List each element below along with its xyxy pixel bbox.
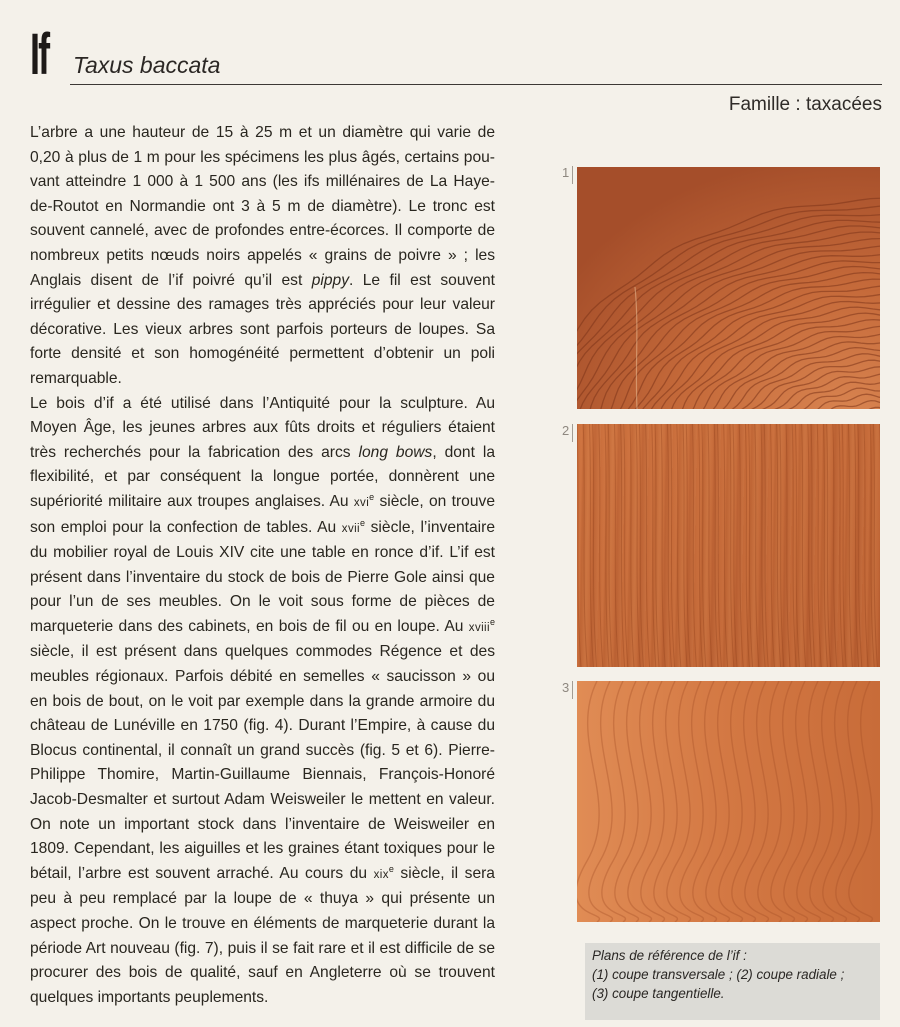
text-line: Le bois d’if a été utilisé dans l’Antiquité pour la sculpture. Au: [30, 394, 495, 412]
text-line: , dont la: [432, 443, 495, 461]
text-line: 0,20 à plus de 1 m pour les spécimens les plus âgés, certains pou-: [30, 148, 495, 166]
wood-sample-radial: [577, 424, 880, 667]
end-grain-rings: [577, 167, 880, 409]
page-header: [0, 0, 900, 125]
ordinal-superscript: e: [388, 863, 394, 874]
caption-line: Plans de référence de l’if :: [592, 948, 747, 963]
text-line: flexibilité, et par conséquent la longue portée, donnèrent une: [30, 468, 495, 486]
plate-2-number: 2: [562, 423, 570, 438]
text-line: fait rare et il est difficile de se procurer des bois de qualité, sauf: [30, 939, 495, 982]
text-line: forte densité et son homogénéité permettent d’obtenir un poli: [30, 345, 495, 363]
century-numeral: xviii: [468, 621, 490, 634]
plate-2-tick: [572, 424, 573, 442]
text-line: siècle, il sera peu à peu remplacé par la loupe de: [30, 864, 495, 908]
article-body: [30, 121, 495, 1010]
text-line: d’if. L’if est présent dans l’inventaire du stock de bois de Pierre: [30, 544, 495, 586]
text-line: de nombreux petits nœuds noirs appelés « grains de poivre » ;: [30, 222, 495, 264]
plate-1-number: 1: [562, 165, 570, 180]
text-line: irrégulier et dessine des ramages très appréciés pour leur valeur: [30, 296, 495, 314]
tangential-grain: [577, 681, 880, 922]
text-line: étant toxiques pour le bétail, l’arbre est souvent arraché. Au: [30, 840, 496, 882]
ordinal-superscript: e: [360, 517, 366, 528]
century-numeral: xvii: [341, 522, 361, 535]
header-rule: [70, 84, 882, 85]
text-line: trouve son emploi pour la confection de tables. Au: [30, 492, 495, 536]
text-line: . Le fil est souvent: [349, 271, 495, 289]
figure-caption: [585, 943, 880, 1020]
text-line: siècle, il est présent dans quelques commodes: [30, 643, 373, 661]
text-line: de Weisweiler en 1809. Cependant, les aiguilles et les graines: [30, 815, 496, 858]
text-line: Moyen Âge, les jeunes arbres aux fûts droits et réguliers étaient: [30, 419, 495, 437]
century-numeral: xvi: [353, 496, 370, 509]
page-title: If: [30, 22, 49, 87]
text-line: souvent cannelé, avec de profondes entre-écorces. Il comporte: [30, 222, 473, 240]
text-line: (fig. 5 et 6). Pierre-Philippe Thomire, Martin-Guillaume Biennais,: [30, 741, 495, 784]
italic-term: pippy: [311, 271, 349, 289]
wood-sample-transverse: [577, 167, 880, 409]
paragraph-2: [30, 392, 495, 1011]
text-line: de pièces de marqueterie dans des cabinets, en bois de fil ou en: [30, 593, 495, 635]
plate-3-number: 3: [562, 680, 570, 695]
text-line: remarquable.: [30, 369, 122, 387]
text-line: mettent en valeur. On note un important stock dans l’inventaire: [30, 791, 495, 833]
italic-term: long bows: [358, 443, 433, 461]
text-line: grande armoire du château de Lunéville en 1750 (fig. 4). Durant: [30, 692, 495, 735]
plate-1-tick: [572, 166, 573, 184]
ordinal-superscript: e: [369, 491, 375, 502]
text-line: Gole ainsi que pour l’un de ses meubles. On le voit sous forme: [30, 568, 495, 611]
radial-grain: [577, 424, 880, 667]
text-line: décorative. Les vieux arbres sont parfois porteurs de loupes. Sa: [30, 320, 495, 338]
text-line: en Angleterre où se trouvent quelques importants peuplements.: [30, 964, 495, 1006]
caption-line: (3) coupe tangentielle.: [592, 986, 725, 1001]
text-line: « thuya » qui présente un aspect proche. On le trouve en éléments: [30, 890, 495, 932]
paragraph-1: [30, 121, 495, 392]
family-label: Famille : taxacées: [728, 94, 882, 115]
text-line: l’Empire, à cause du Blocus continental, il connaît un grand succès: [30, 717, 495, 759]
text-line: François-Honoré Jacob-Desmalter et surtout Adam Weisweiler le: [30, 766, 496, 809]
text-line: L’arbre a une hauteur de 15 à 25 m et un diamètre qui varie de: [30, 124, 495, 141]
caption-line: (1) coupe transversale ; (2) coupe radiale ;: [592, 967, 845, 982]
text-line: siècle,: [365, 518, 415, 536]
text-line: de-Routot en Normandie ont 3 à 5 m de diamètre). Le tronc est: [30, 197, 495, 215]
ordinal-superscript: e: [489, 616, 495, 627]
text-line: supériorité militaire aux troupes anglaises. Au: [30, 492, 354, 510]
text-line: très recherchés pour la fabrication des arcs: [30, 443, 359, 461]
text-line: cours du: [305, 864, 374, 882]
text-line: Régence et des meubles régionaux. Parfois débité en semelles: [30, 643, 496, 686]
text-line: siècle, on: [374, 492, 447, 510]
text-line: de marqueterie durant la période Art nouveau (fig. 7), puis il se: [30, 915, 495, 957]
wood-sample-tangential: [577, 681, 880, 922]
text-line: loupe. Au: [397, 617, 469, 635]
text-line: vant atteindre 1 000 à 1 500 ans (les ifs millénaires de La Haye-: [30, 173, 495, 191]
text-line: les Anglais disent de l’if poivré qu’il est: [30, 246, 496, 289]
century-numeral: xix: [373, 868, 389, 881]
text-line: « saucisson » ou en bois de bout, on le voit par exemple dans la: [30, 668, 495, 710]
text-line: l’inventaire du mobilier royal de Louis XIV cite une table en ronce: [30, 518, 495, 562]
latin-name: Taxus baccata: [73, 52, 221, 78]
plate-3-tick: [572, 681, 573, 699]
